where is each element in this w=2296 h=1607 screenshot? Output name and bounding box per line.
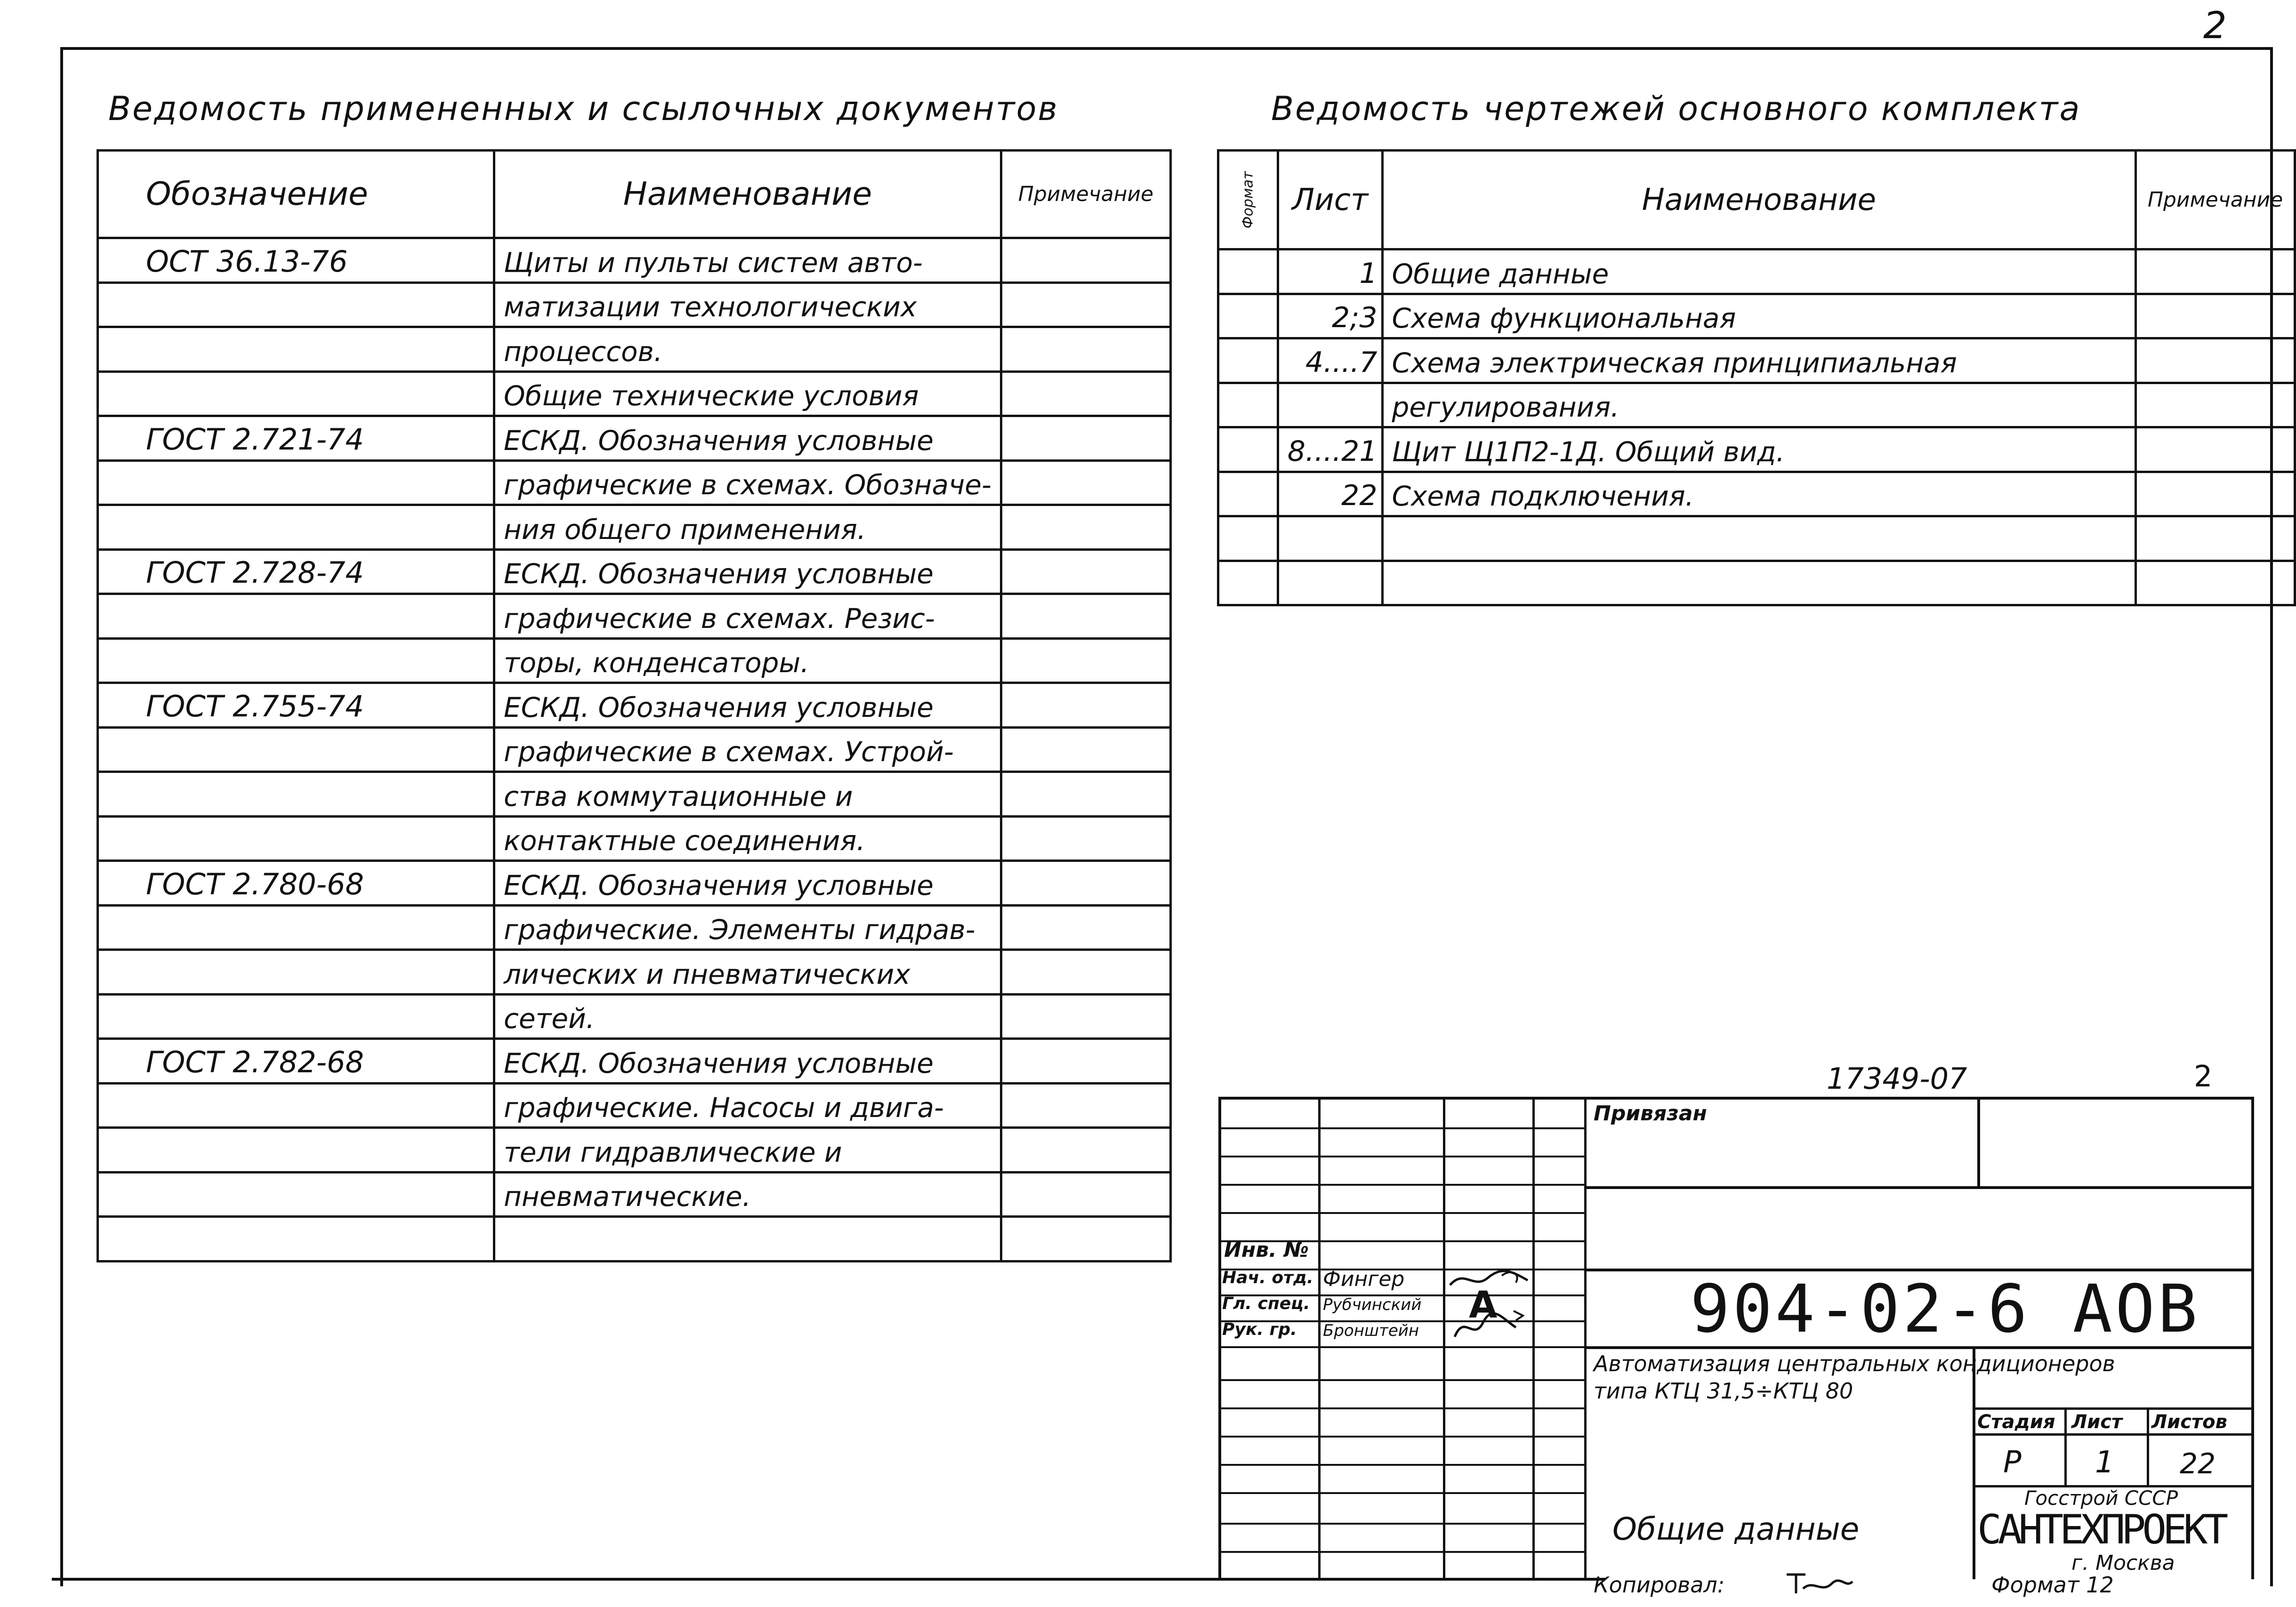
note-cell	[1001, 994, 1170, 1039]
designation-cell	[98, 1128, 494, 1173]
table-row	[98, 950, 1171, 995]
designation-cell	[98, 950, 494, 995]
table-row	[98, 638, 1171, 683]
note-cell	[2136, 249, 2295, 294]
organization-ministry: Госстрой СССР	[2024, 1486, 2178, 1510]
header-note: Примечание	[1001, 151, 1170, 238]
name-cell: пневматические.	[494, 1172, 1001, 1217]
note-cell	[1001, 1128, 1170, 1173]
name-cell: тели гидравлические и	[494, 1128, 1001, 1173]
table-row	[1218, 427, 2295, 472]
sheet-cell	[1278, 516, 1382, 561]
name-cell: торы, конденсаторы.	[494, 638, 1001, 683]
header-name: Наименование	[494, 151, 1001, 238]
table-row	[98, 1083, 1171, 1128]
designation-cell	[98, 1172, 494, 1217]
staff-role: Гл. спец.	[1222, 1294, 1310, 1313]
table-row	[1218, 516, 2295, 561]
designation-cell: ОСТ 36.13-76	[98, 238, 494, 283]
sheets-label: Листов	[2151, 1411, 2227, 1433]
name-cell: ЕСКД. Обозначения условные	[494, 416, 1001, 461]
table-row	[1218, 561, 2295, 605]
header-name: Наименование	[1382, 151, 2136, 249]
table-row	[98, 505, 1171, 550]
note-cell	[1001, 1172, 1170, 1217]
staff-name: Бронштейн	[1323, 1321, 1419, 1340]
sheet-title: Общие данные	[1612, 1511, 1860, 1547]
format-cell	[1218, 249, 1278, 294]
designation-cell: ГОСТ 2.780-68	[98, 861, 494, 906]
header-format	[1218, 151, 1278, 249]
note-cell	[1001, 416, 1170, 461]
name-cell: ства коммутационные и	[494, 772, 1001, 817]
table-row	[98, 816, 1171, 861]
designation-cell	[98, 638, 494, 683]
name-cell: Общие данные	[1382, 249, 2136, 294]
name-cell: процессов.	[494, 327, 1001, 372]
note-cell	[2136, 472, 2295, 516]
sheet-cell: 8....21	[1278, 427, 1382, 472]
designation-cell	[98, 505, 494, 550]
name-cell: ЕСКД. Обозначения условные	[494, 683, 1001, 728]
name-cell: ЕСКД. Обозначения условные	[494, 549, 1001, 594]
note-cell	[2136, 294, 2295, 338]
designation-cell	[98, 772, 494, 817]
sheet-value: 1	[2095, 1445, 2114, 1480]
table-row	[98, 238, 1171, 283]
staff-role: Нач. отд.	[1222, 1268, 1313, 1287]
name-cell: регулирования.	[1382, 383, 2136, 427]
name-cell	[494, 1217, 1001, 1261]
name-cell: графические. Насосы и двига-	[494, 1083, 1001, 1128]
table-row	[98, 327, 1171, 372]
designation-cell	[98, 594, 494, 639]
note-cell	[1001, 683, 1170, 728]
inventory-number-label: Инв. №	[1224, 1238, 1309, 1262]
format-cell	[1218, 427, 1278, 472]
table-row	[98, 772, 1171, 817]
table-row	[98, 905, 1171, 950]
format-cell	[1218, 294, 1278, 338]
staff-role: Рук. гр.	[1222, 1320, 1297, 1339]
designation-cell: ГОСТ 2.728-74	[98, 549, 494, 594]
format-cell	[1218, 338, 1278, 383]
designation-cell: ГОСТ 2.782-68	[98, 1039, 494, 1084]
name-cell: Щиты и пульты систем авто-	[494, 238, 1001, 283]
designation-cell	[98, 460, 494, 505]
table-row	[98, 371, 1171, 416]
organization-name: САНТЕХПРОЕКТ	[1977, 1506, 2225, 1553]
copied-by-label: Копировал:	[1594, 1572, 1725, 1598]
header-designation: Обозначение	[98, 151, 494, 238]
name-cell: графические. Элементы гидрав-	[494, 905, 1001, 950]
attached-label: Привязан	[1594, 1101, 1707, 1125]
name-cell: Общие технические условия	[494, 371, 1001, 416]
name-cell: графические в схемах. Резис-	[494, 594, 1001, 639]
designation-cell	[98, 282, 494, 327]
note-cell	[2136, 516, 2295, 561]
name-cell: лических и пневматических	[494, 950, 1001, 995]
sheet-cell: 22	[1278, 472, 1382, 516]
format-cell	[1218, 472, 1278, 516]
name-cell: Схема электрическая принципиальная	[1382, 338, 2136, 383]
table-row	[98, 282, 1171, 327]
note-cell	[1001, 594, 1170, 639]
note-cell	[1001, 1217, 1170, 1261]
name-cell: ЕСКД. Обозначения условные	[494, 1039, 1001, 1084]
stage-value: Р	[2003, 1445, 2022, 1480]
note-cell	[2136, 561, 2295, 605]
name-cell: сетей.	[494, 994, 1001, 1039]
designation-cell	[98, 816, 494, 861]
staff-name: Фингер	[1323, 1267, 1405, 1291]
table-row	[1218, 294, 2295, 338]
note-cell	[1001, 505, 1170, 550]
note-cell	[2136, 383, 2295, 427]
approval-mark: А	[1469, 1284, 1498, 1326]
sheet-cell	[1278, 383, 1382, 427]
left-table-title: Ведомость примененных и ссылочных документов	[108, 89, 1059, 128]
note-cell	[1001, 727, 1170, 772]
table-row	[1218, 338, 2295, 383]
table-row	[98, 416, 1171, 461]
name-cell: Схема подключения.	[1382, 472, 2136, 516]
note-cell	[1001, 638, 1170, 683]
table-row	[98, 994, 1171, 1039]
signatures	[1445, 1266, 1530, 1346]
note-cell	[1001, 549, 1170, 594]
copier-signature	[1784, 1570, 1855, 1598]
header-note: Примечание	[2136, 151, 2295, 249]
note-cell	[1001, 1083, 1170, 1128]
name-cell	[1382, 561, 2136, 605]
format-label: Формат 12	[1991, 1572, 2114, 1598]
note-cell	[1001, 772, 1170, 817]
name-cell: контактные соединения.	[494, 816, 1001, 861]
note-cell	[1001, 327, 1170, 372]
sheet-cell: 1	[1278, 249, 1382, 294]
page-number: 2	[2203, 5, 2227, 47]
staff-name: Рубчинский	[1323, 1295, 1422, 1314]
format-cell	[1218, 516, 1278, 561]
name-cell: матизации технологических	[494, 282, 1001, 327]
table-row	[1218, 472, 2295, 516]
sheets-value: 22	[2180, 1447, 2216, 1480]
table-row	[98, 1172, 1171, 1217]
note-cell	[2136, 427, 2295, 472]
project-title-line1: Автоматизация центральных кондиционеров	[1594, 1351, 2115, 1376]
note-cell	[1001, 816, 1170, 861]
table-header-row	[1218, 151, 2295, 249]
header-format-text: Формат	[1240, 171, 1257, 229]
table-row	[98, 594, 1171, 639]
project-title-line2: типа КТЦ 31,5÷КТЦ 80	[1594, 1378, 1853, 1404]
name-cell: ЕСКД. Обозначения условные	[494, 861, 1001, 906]
drawings-list-table	[1217, 149, 2296, 606]
note-cell	[2136, 338, 2295, 383]
header-sheet: Лист	[1278, 151, 1382, 249]
sheet-cell: 2;3	[1278, 294, 1382, 338]
designation-cell	[98, 371, 494, 416]
drawing-code: 904-02-6 АОВ	[1690, 1271, 2200, 1348]
table-row	[98, 549, 1171, 594]
table-header-row	[98, 151, 1171, 238]
table-row	[1218, 383, 2295, 427]
sheet-label: Лист	[2071, 1411, 2123, 1433]
right-table-title: Ведомость чертежей основного комплекта	[1271, 89, 2081, 128]
format-cell	[1218, 561, 1278, 605]
name-cell: Щит Щ1П2-1Д. Общий вид.	[1382, 427, 2136, 472]
name-cell: ния общего применения.	[494, 505, 1001, 550]
table-row	[98, 861, 1171, 906]
note-cell	[1001, 1039, 1170, 1084]
designation-cell	[98, 905, 494, 950]
referenced-documents-table	[97, 149, 1172, 1262]
note-cell	[1001, 460, 1170, 505]
name-cell: графические в схемах. Обозначе-	[494, 460, 1001, 505]
table-row	[98, 727, 1171, 772]
stage-label: Стадия	[1977, 1411, 2055, 1433]
frame-bottom-line	[52, 1578, 1605, 1581]
table-row	[98, 1217, 1171, 1261]
format-cell	[1218, 383, 1278, 427]
note-cell	[1001, 950, 1170, 995]
table-row	[98, 683, 1171, 728]
note-cell	[1001, 861, 1170, 906]
reference-number: 17349-07	[1827, 1061, 1967, 1096]
designation-cell	[98, 727, 494, 772]
note-cell	[1001, 371, 1170, 416]
designation-cell	[98, 327, 494, 372]
note-cell	[1001, 282, 1170, 327]
name-cell: графические в схемах. Устрой-	[494, 727, 1001, 772]
sheet-cell	[1278, 561, 1382, 605]
designation-cell: ГОСТ 2.721-74	[98, 416, 494, 461]
note-cell	[1001, 238, 1170, 283]
designation-cell	[98, 994, 494, 1039]
table-row	[98, 1128, 1171, 1173]
designation-cell: ГОСТ 2.755-74	[98, 683, 494, 728]
designation-cell	[98, 1217, 494, 1261]
note-cell	[1001, 905, 1170, 950]
table-row	[98, 1039, 1171, 1084]
organization-city: г. Москва	[2071, 1551, 2175, 1575]
table-row	[1218, 249, 2295, 294]
name-cell: Схема функциональная	[1382, 294, 2136, 338]
designation-cell	[98, 1083, 494, 1128]
sheet-cell: 4....7	[1278, 338, 1382, 383]
reference-page: 2	[2194, 1059, 2213, 1093]
name-cell	[1382, 516, 2136, 561]
table-row	[98, 460, 1171, 505]
